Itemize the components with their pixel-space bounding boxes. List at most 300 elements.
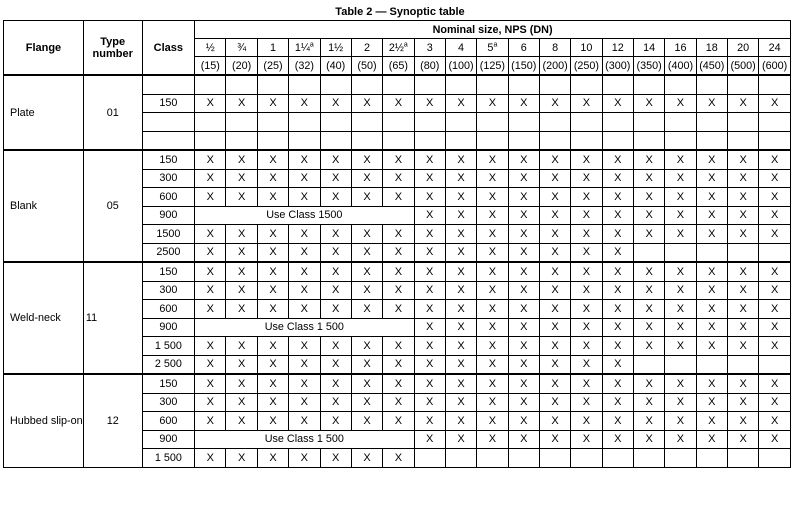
availability-cell (383, 113, 414, 132)
availability-cell: X (226, 300, 257, 319)
availability-cell (351, 131, 382, 150)
availability-cell: X (759, 150, 791, 169)
availability-cell (445, 113, 476, 132)
availability-cell: X (414, 188, 445, 207)
availability-cell: X (257, 169, 288, 188)
availability-cell: X (289, 393, 320, 412)
availability-cell: X (226, 281, 257, 300)
availability-cell: X (696, 169, 727, 188)
availability-cell (633, 355, 664, 374)
class-cell: 2 500 (142, 355, 195, 374)
availability-cell: X (414, 243, 445, 262)
availability-cell: X (195, 225, 226, 244)
availability-cell: X (477, 169, 508, 188)
availability-cell: X (195, 449, 226, 468)
availability-cell: X (383, 393, 414, 412)
availability-cell: X (320, 150, 351, 169)
availability-cell: X (727, 169, 758, 188)
availability-cell: X (571, 412, 602, 431)
availability-cell (539, 113, 570, 132)
availability-cell (508, 449, 539, 468)
availability-cell (696, 113, 727, 132)
availability-cell: X (226, 449, 257, 468)
availability-cell: X (414, 225, 445, 244)
availability-cell: X (539, 262, 570, 281)
availability-cell (477, 131, 508, 150)
availability-cell: X (195, 300, 226, 319)
availability-cell (696, 243, 727, 262)
availability-cell: X (289, 337, 320, 356)
availability-cell: X (351, 281, 382, 300)
availability-cell: X (477, 393, 508, 412)
footnote-marker: a (403, 40, 408, 48)
availability-cell (445, 75, 476, 94)
availability-cell: X (414, 412, 445, 431)
availability-cell: X (508, 318, 539, 337)
nps-header-cell: ¾ (226, 39, 257, 57)
availability-cell (195, 75, 226, 94)
availability-cell (633, 243, 664, 262)
availability-cell: X (383, 94, 414, 113)
dn-header-cell: (200) (539, 57, 570, 76)
availability-cell: X (571, 393, 602, 412)
availability-cell: X (257, 393, 288, 412)
availability-cell: X (257, 337, 288, 356)
availability-cell: X (602, 94, 633, 113)
availability-cell (414, 449, 445, 468)
availability-cell (727, 75, 758, 94)
availability-cell: X (445, 188, 476, 207)
availability-cell: X (633, 430, 664, 449)
availability-cell: X (633, 262, 664, 281)
availability-cell: X (414, 355, 445, 374)
availability-cell: X (665, 206, 696, 225)
availability-cell: X (226, 243, 257, 262)
availability-cell: X (289, 243, 320, 262)
availability-cell (383, 131, 414, 150)
availability-cell: X (445, 337, 476, 356)
availability-cell (665, 449, 696, 468)
class-cell (142, 75, 195, 94)
availability-cell: X (383, 188, 414, 207)
availability-cell: X (320, 243, 351, 262)
availability-cell: X (508, 188, 539, 207)
availability-cell: X (633, 318, 664, 337)
availability-cell (257, 75, 288, 94)
availability-cell: X (696, 318, 727, 337)
availability-cell: X (445, 300, 476, 319)
availability-cell (759, 75, 791, 94)
flange-name-cell: Blank (4, 150, 84, 262)
availability-cell: X (320, 225, 351, 244)
header-class: Class (142, 21, 195, 76)
availability-cell (414, 131, 445, 150)
availability-cell (727, 243, 758, 262)
availability-cell: X (195, 169, 226, 188)
availability-cell: X (351, 300, 382, 319)
availability-cell: X (759, 188, 791, 207)
availability-cell: X (351, 374, 382, 393)
availability-cell (289, 75, 320, 94)
availability-cell: X (727, 150, 758, 169)
availability-cell (665, 131, 696, 150)
availability-cell: X (445, 150, 476, 169)
availability-cell: X (539, 318, 570, 337)
availability-cell: X (257, 281, 288, 300)
availability-cell: X (508, 262, 539, 281)
availability-cell: X (696, 225, 727, 244)
availability-cell: X (602, 430, 633, 449)
availability-cell: X (571, 281, 602, 300)
nps-header-cell: ½ (195, 39, 226, 57)
availability-cell: X (226, 393, 257, 412)
availability-cell: X (633, 150, 664, 169)
availability-cell (477, 449, 508, 468)
availability-cell: X (696, 281, 727, 300)
availability-cell (633, 449, 664, 468)
availability-cell (539, 449, 570, 468)
availability-cell (351, 113, 382, 132)
class-cell (142, 131, 195, 150)
availability-cell: X (539, 355, 570, 374)
availability-cell (414, 75, 445, 94)
availability-cell: X (727, 225, 758, 244)
availability-cell: X (320, 355, 351, 374)
availability-cell (320, 75, 351, 94)
availability-cell: X (665, 262, 696, 281)
class-cell: 300 (142, 281, 195, 300)
availability-cell: X (727, 94, 758, 113)
availability-cell: X (414, 337, 445, 356)
availability-cell: X (351, 243, 382, 262)
flange-name-cell: Hubbed slip-on (4, 374, 84, 467)
availability-cell: X (351, 169, 382, 188)
availability-cell: X (602, 374, 633, 393)
availability-cell: X (445, 262, 476, 281)
availability-cell: X (696, 262, 727, 281)
nps-header-cell: 16 (665, 39, 696, 57)
availability-cell: X (414, 318, 445, 337)
availability-cell: X (508, 393, 539, 412)
availability-cell (759, 355, 791, 374)
availability-cell: X (351, 262, 382, 281)
availability-cell: X (351, 449, 382, 468)
dn-header-cell: (15) (195, 57, 226, 76)
availability-cell: X (539, 150, 570, 169)
availability-cell: X (445, 393, 476, 412)
class-cell: 900 (142, 318, 195, 337)
availability-cell (226, 131, 257, 150)
availability-cell: X (602, 169, 633, 188)
availability-cell: X (696, 300, 727, 319)
availability-cell: X (602, 150, 633, 169)
type-number-cell: 01 (83, 75, 142, 150)
availability-cell: X (665, 412, 696, 431)
availability-cell: X (477, 337, 508, 356)
availability-cell: X (289, 300, 320, 319)
availability-cell: X (289, 188, 320, 207)
availability-cell: X (351, 188, 382, 207)
availability-cell: X (477, 225, 508, 244)
availability-cell (571, 75, 602, 94)
availability-cell: X (571, 337, 602, 356)
class-cell: 1 500 (142, 337, 195, 356)
availability-cell: X (289, 225, 320, 244)
nps-header-cell: 10 (571, 39, 602, 57)
availability-cell (696, 355, 727, 374)
availability-cell: X (383, 374, 414, 393)
availability-cell: X (414, 169, 445, 188)
availability-cell (727, 355, 758, 374)
availability-cell: X (571, 300, 602, 319)
availability-cell: X (320, 188, 351, 207)
availability-cell (665, 113, 696, 132)
availability-cell (351, 75, 382, 94)
use-class-note: Use Class 1 500 (195, 318, 414, 337)
availability-cell: X (289, 355, 320, 374)
nps-header-cell: 1¼$^a$ (289, 39, 320, 57)
availability-cell: X (508, 430, 539, 449)
availability-cell: X (414, 262, 445, 281)
availability-cell: X (759, 318, 791, 337)
availability-cell: X (727, 430, 758, 449)
class-cell: 600 (142, 412, 195, 431)
availability-cell: X (759, 281, 791, 300)
availability-cell: X (445, 169, 476, 188)
dn-header-cell: (40) (320, 57, 351, 76)
availability-cell: X (257, 374, 288, 393)
availability-cell (571, 131, 602, 150)
availability-cell: X (226, 374, 257, 393)
availability-cell (226, 75, 257, 94)
nps-header-cell: 5$^a$ (477, 39, 508, 57)
availability-cell: X (383, 337, 414, 356)
availability-cell: X (633, 94, 664, 113)
nps-header-cell: 2½$^a$ (383, 39, 414, 57)
availability-cell: X (539, 337, 570, 356)
availability-cell: X (633, 188, 664, 207)
availability-cell: X (508, 225, 539, 244)
availability-cell: X (696, 374, 727, 393)
class-cell: 600 (142, 300, 195, 319)
flange-name-cell: Plate (4, 75, 84, 150)
availability-cell (727, 131, 758, 150)
availability-cell: X (257, 188, 288, 207)
header-nominal-size: Nominal size, NPS (DN) (195, 21, 791, 39)
availability-cell (602, 131, 633, 150)
availability-cell: X (633, 393, 664, 412)
nps-header-cell: 1 (257, 39, 288, 57)
availability-cell: X (727, 337, 758, 356)
availability-cell: X (571, 150, 602, 169)
availability-cell (289, 113, 320, 132)
dn-header-cell: (350) (633, 57, 664, 76)
availability-cell: X (633, 206, 664, 225)
availability-cell: X (759, 337, 791, 356)
availability-cell: X (696, 150, 727, 169)
availability-cell: X (445, 318, 476, 337)
availability-cell (602, 113, 633, 132)
nps-header-cell: 1½ (320, 39, 351, 57)
class-cell: 150 (142, 150, 195, 169)
availability-cell: X (445, 355, 476, 374)
availability-cell: X (351, 337, 382, 356)
availability-cell: X (727, 374, 758, 393)
availability-cell: X (226, 412, 257, 431)
availability-cell: X (571, 243, 602, 262)
availability-cell: X (508, 337, 539, 356)
availability-cell (571, 113, 602, 132)
availability-cell (602, 449, 633, 468)
availability-cell: X (414, 150, 445, 169)
availability-cell (445, 131, 476, 150)
dn-header-cell: (80) (414, 57, 445, 76)
availability-cell: X (665, 150, 696, 169)
availability-cell (696, 449, 727, 468)
availability-cell: X (289, 374, 320, 393)
availability-cell: X (759, 94, 791, 113)
availability-cell (445, 449, 476, 468)
availability-cell: X (320, 169, 351, 188)
nps-header-cell: 18 (696, 39, 727, 57)
footnote-marker: a (309, 40, 314, 48)
availability-cell: X (633, 169, 664, 188)
availability-cell (477, 113, 508, 132)
availability-cell: X (539, 188, 570, 207)
availability-cell: X (445, 281, 476, 300)
availability-cell: X (665, 318, 696, 337)
availability-cell (477, 75, 508, 94)
availability-cell (727, 449, 758, 468)
availability-cell: X (665, 169, 696, 188)
availability-cell (602, 75, 633, 94)
availability-cell (759, 449, 791, 468)
table-row (4, 374, 791, 393)
availability-cell: X (257, 355, 288, 374)
availability-cell: X (414, 300, 445, 319)
footnote-marker: a (493, 40, 498, 48)
availability-cell: X (665, 374, 696, 393)
nps-header-cell: 3 (414, 39, 445, 57)
availability-cell: X (226, 337, 257, 356)
availability-cell: X (351, 150, 382, 169)
availability-cell: X (257, 243, 288, 262)
availability-cell: X (508, 206, 539, 225)
availability-cell: X (602, 206, 633, 225)
availability-cell: X (571, 374, 602, 393)
availability-cell: X (257, 449, 288, 468)
flange-name-cell: Weld-neck (4, 262, 84, 374)
availability-cell: X (445, 374, 476, 393)
nps-header-cell: 14 (633, 39, 664, 57)
availability-cell: X (289, 449, 320, 468)
availability-cell: X (195, 188, 226, 207)
availability-cell: X (257, 300, 288, 319)
availability-cell: X (665, 430, 696, 449)
dn-header-cell: (500) (727, 57, 758, 76)
availability-cell: X (633, 225, 664, 244)
availability-cell: X (445, 243, 476, 262)
availability-cell: X (383, 243, 414, 262)
class-cell: 150 (142, 262, 195, 281)
synoptic-table (3, 20, 791, 468)
class-cell: 900 (142, 206, 195, 225)
availability-cell: X (257, 94, 288, 113)
availability-cell: X (477, 188, 508, 207)
availability-cell: X (696, 337, 727, 356)
dn-header-cell: (65) (383, 57, 414, 76)
dn-header-cell: (600) (759, 57, 791, 76)
availability-cell: X (289, 150, 320, 169)
availability-cell: X (477, 355, 508, 374)
availability-cell: X (633, 300, 664, 319)
availability-cell: X (602, 225, 633, 244)
availability-cell: X (477, 281, 508, 300)
availability-cell: X (289, 94, 320, 113)
availability-cell: X (477, 430, 508, 449)
availability-cell: X (665, 225, 696, 244)
class-cell: 600 (142, 188, 195, 207)
availability-cell: X (383, 281, 414, 300)
availability-cell (539, 131, 570, 150)
availability-cell: X (445, 206, 476, 225)
availability-cell: X (759, 300, 791, 319)
availability-cell (759, 243, 791, 262)
header-flange: Flange (4, 21, 84, 76)
availability-cell: X (383, 355, 414, 374)
dn-header-cell: (125) (477, 57, 508, 76)
availability-cell: X (414, 281, 445, 300)
availability-cell: X (508, 300, 539, 319)
availability-cell: X (383, 169, 414, 188)
dn-header-cell: (300) (602, 57, 633, 76)
availability-cell: X (383, 150, 414, 169)
availability-cell: X (571, 225, 602, 244)
availability-cell: X (477, 150, 508, 169)
availability-cell: X (226, 262, 257, 281)
availability-cell: X (257, 150, 288, 169)
availability-cell: X (696, 188, 727, 207)
availability-cell (633, 131, 664, 150)
availability-cell: X (696, 94, 727, 113)
use-class-note: Use Class 1 500 (195, 430, 414, 449)
table-row (4, 150, 791, 169)
type-number-cell: 12 (83, 374, 142, 467)
availability-cell (665, 355, 696, 374)
nps-header-cell: 12 (602, 39, 633, 57)
use-class-note: Use Class 1500 (195, 206, 414, 225)
dn-header-cell: (32) (289, 57, 320, 76)
availability-cell: X (539, 243, 570, 262)
availability-cell: X (320, 337, 351, 356)
availability-cell: X (320, 262, 351, 281)
availability-cell: X (320, 374, 351, 393)
nps-header-cell: 6 (508, 39, 539, 57)
availability-cell: X (602, 243, 633, 262)
availability-cell: X (539, 393, 570, 412)
availability-cell: X (226, 169, 257, 188)
availability-cell (195, 113, 226, 132)
availability-cell (257, 113, 288, 132)
availability-cell (320, 131, 351, 150)
availability-cell: X (571, 169, 602, 188)
availability-cell: X (665, 393, 696, 412)
availability-cell: X (602, 412, 633, 431)
availability-cell: X (414, 430, 445, 449)
availability-cell: X (289, 412, 320, 431)
availability-cell: X (539, 374, 570, 393)
availability-cell: X (351, 355, 382, 374)
